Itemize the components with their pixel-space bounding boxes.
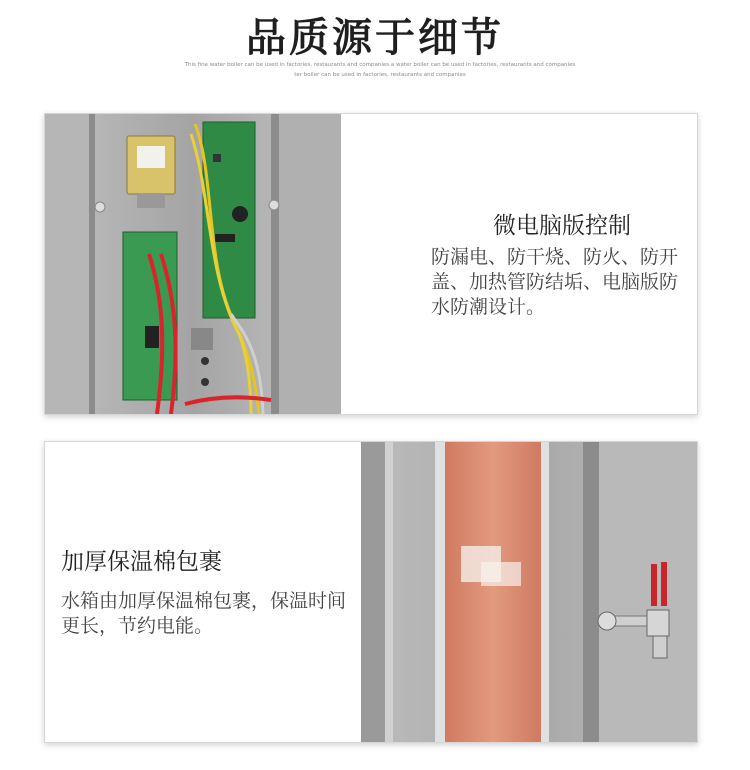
subtitle-line-2: ter boiler can be used in factories, restaurants and companies xyxy=(294,72,466,78)
insulation-and-faucet-photo xyxy=(361,442,697,742)
subtitle-line-1: This fine water boiler can be used in factories, restaurants and companies a water boiler can be used in factories, restaurants and companies xyxy=(184,62,576,68)
page-title: 品质源于细节 xyxy=(246,15,504,61)
feature-description: 水箱由加厚保温棉包裹，保温时间更长，节约电能。 xyxy=(61,590,347,637)
feature-card-circuit xyxy=(44,113,698,415)
circuit-board-photo xyxy=(45,114,341,414)
feature-description: 防漏电、防干烧、防火、防开盖、加热管防结垢、电脑版防水防潮设计。 xyxy=(431,246,679,318)
page-subtitle xyxy=(150,60,610,80)
feature-heading: 加厚保温棉包裹 xyxy=(61,549,222,575)
feature-heading: 微电脑版控制 xyxy=(493,213,631,239)
feature-card-insulation xyxy=(44,441,698,743)
